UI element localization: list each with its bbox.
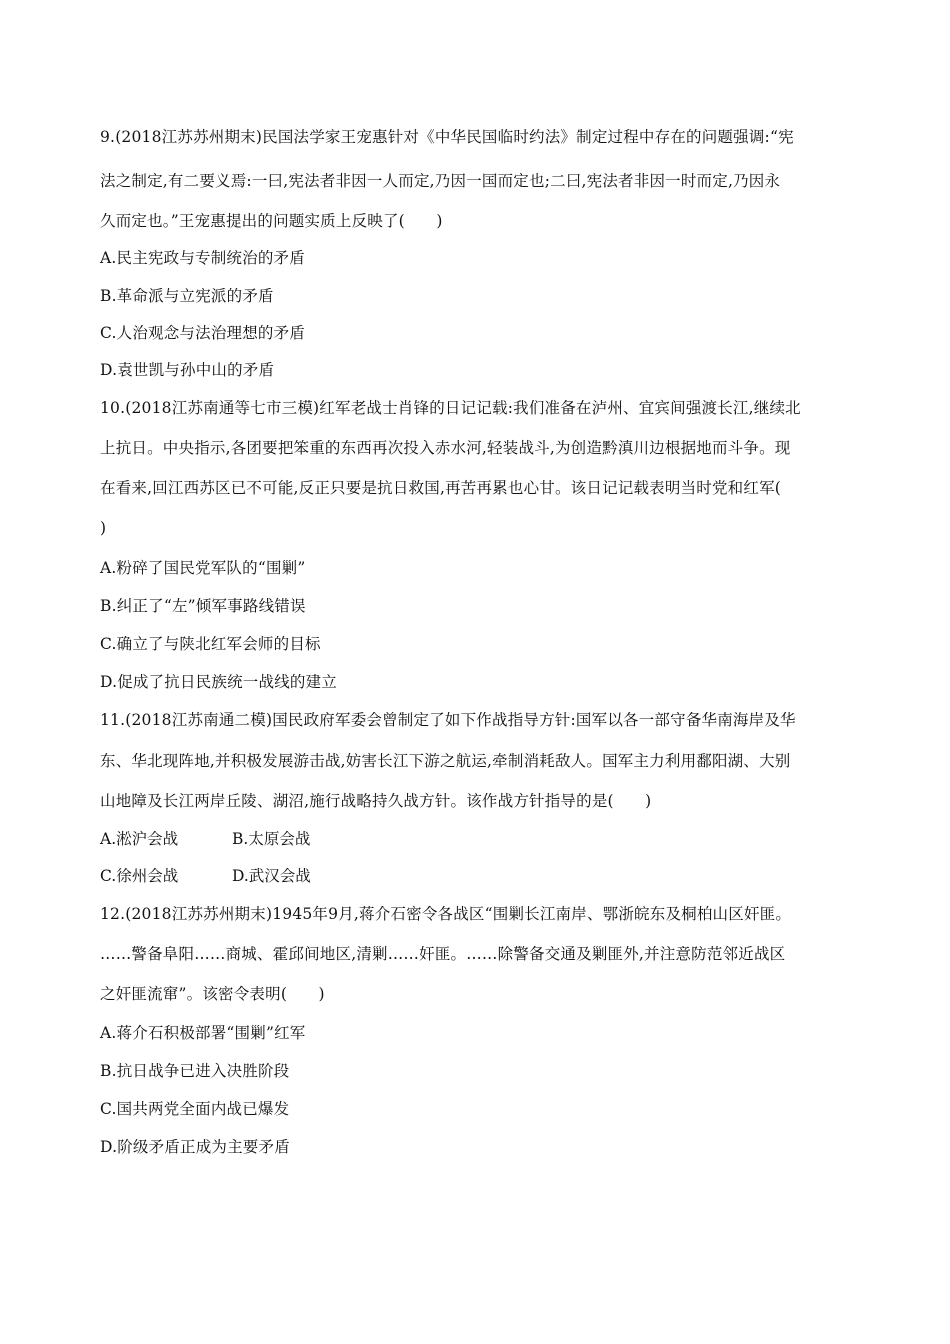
option-c: C.国共两党全面内战已爆发	[100, 1100, 290, 1118]
option-b: B.纠正了“左”倾军事路线错误	[100, 597, 306, 615]
option-a: A.民主宪政与专制统治的矛盾	[100, 249, 305, 267]
question-stem-line: ……警备阜阳……商城、霍邱间地区,清剿……奸匪。……除警备交通及剿匪外,并注意防范邻近战区	[100, 945, 786, 963]
question-stem-line: 10.(2018江苏南通等七市三模)红军老战士肖锋的日记记载:我们准备在泸州、宜宾间强渡长江,继续北	[100, 399, 801, 417]
question-stem-line: 11.(2018江苏南通二模)国民政府军委会曾制定了如下作战指导方针:国军以各一部守备华南海岸及华	[100, 711, 796, 729]
option-b: B.太原会战	[232, 830, 311, 848]
option-c: C.确立了与陕北红军会师的目标	[100, 635, 321, 653]
question-stem-line: 法之制定,有二要义焉:一曰,宪法者非因一人而定,乃因一国而定也;二曰,宪法者非因一时而定,乃因永	[100, 172, 781, 190]
option-d: D.阶级矛盾正成为主要矛盾	[100, 1138, 290, 1156]
question-stem-line: 在看来,回江西苏区已不可能,反正只要是抗日救国,再苦再累也心甘。该日记记载表明当时党和红军(	[100, 479, 782, 497]
option-row	[100, 829, 310, 849]
question-stem-line: )	[100, 519, 107, 537]
option-c: C.人治观念与法治理想的矛盾	[100, 324, 306, 342]
question-stem-line: 东、华北现阵地,并积极发展游击战,妨害长江下游之航运,牵制消耗敌人。国军主力利用鄱阳湖、大别	[100, 752, 791, 770]
option-a: A.粉碎了国民党军队的“围剿”	[100, 559, 306, 577]
option-b: B.抗日战争已进入决胜阶段	[100, 1062, 290, 1080]
option-d: D.袁世凯与孙中山的矛盾	[100, 361, 275, 379]
question-stem-line: 12.(2018江苏苏州期末)1945年9月,蒋介石密令各战区“围剿长江南岸、鄂浙皖东及桐柏山区奸匪。	[100, 905, 792, 923]
option-a: A.蒋介石积极部署“围剿”红军	[100, 1024, 306, 1042]
option-a: A.淞沪会战	[100, 830, 179, 848]
option-c: C.徐州会战	[100, 867, 179, 885]
question-stem-line: 上抗日。中央指示,各团要把笨重的东西再次投入赤水河,轻装战斗,为创造黔滇川边根据地而斗争。现	[100, 439, 791, 457]
option-b: B.革命派与立宪派的矛盾	[100, 287, 274, 305]
question-stem-line: 之奸匪流窜”。该密令表明( )	[100, 985, 325, 1003]
question-stem-line: 久而定也。”王宠惠提出的问题实质上反映了( )	[100, 212, 443, 230]
option-d: D.促成了抗日民族统一战线的建立	[100, 673, 338, 691]
option-d: D.武汉会战	[232, 867, 311, 885]
question-stem-line: 山地障及长江两岸丘陵、湖沼,施行战略持久战方针。该作战方针指导的是( )	[100, 792, 652, 810]
option-row	[100, 866, 311, 886]
question-stem-line: 9.(2018江苏苏州期末)民国法学家王宠惠针对《中华民国临时约法》制定过程中存在的问题强调:“宪	[100, 128, 794, 146]
